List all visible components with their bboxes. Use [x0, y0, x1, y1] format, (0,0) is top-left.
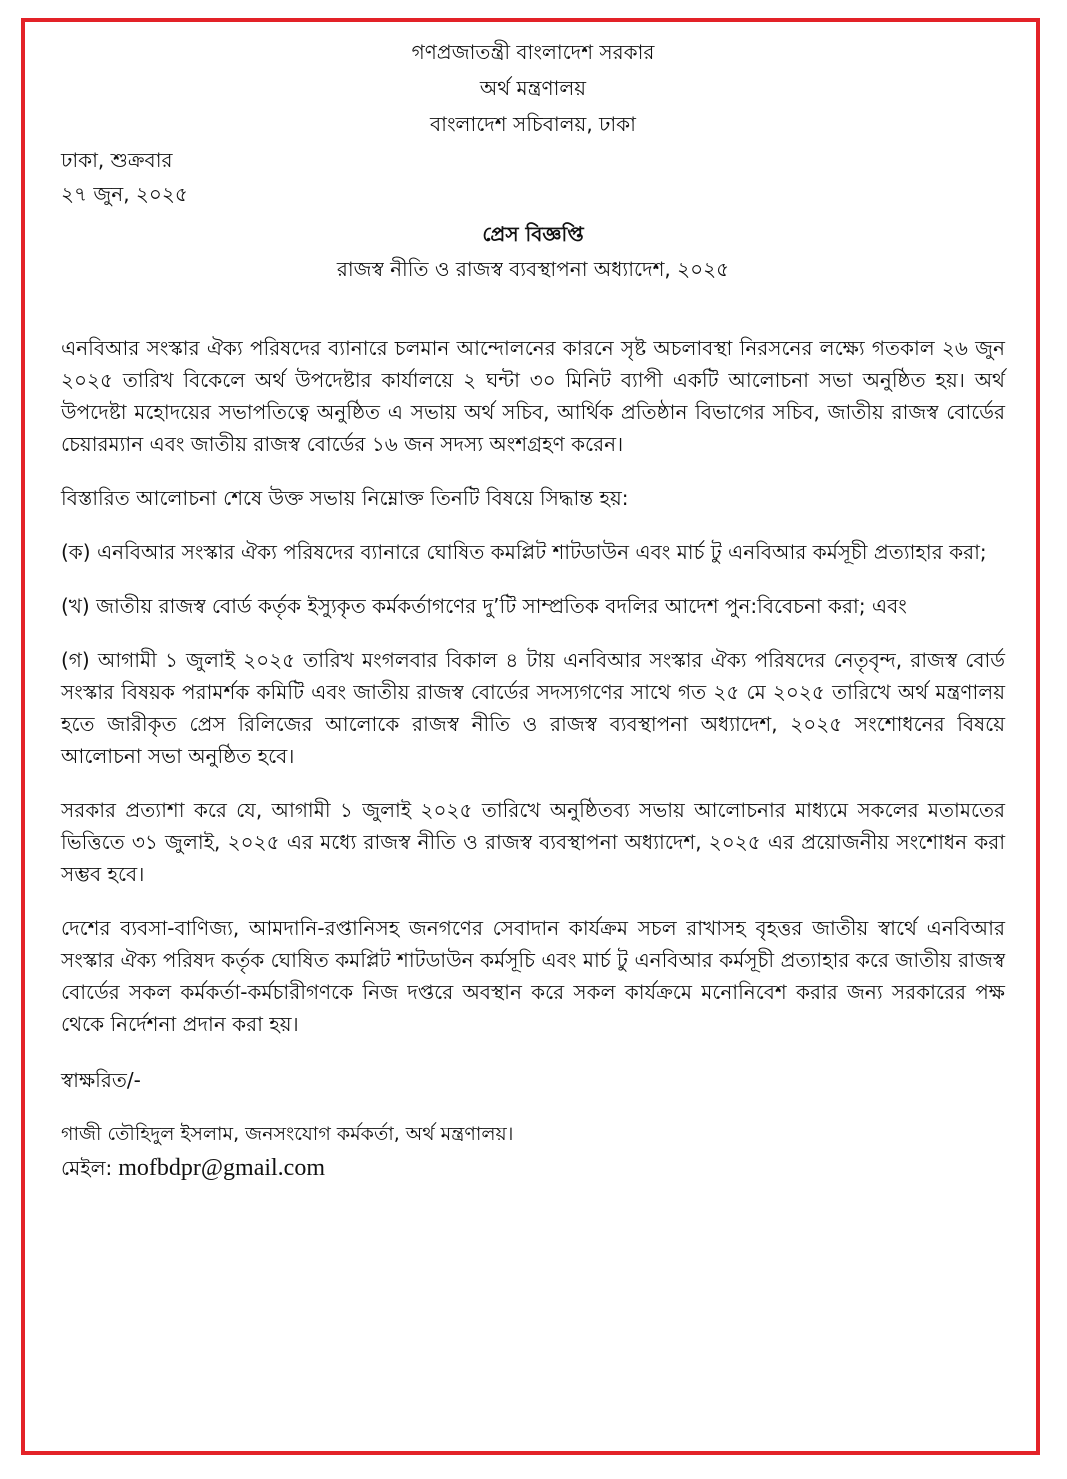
ministry-name: অর্থ মন্ত্রণালয়: [479, 76, 587, 100]
signatory-name: গাজী তৌহিদুল ইসলাম, জনসংযোগ কর্মকর্তা, অর্থ মন্ত্রণালয়।: [61, 1123, 514, 1145]
contact-email: [61, 1152, 1005, 1184]
letterhead: [61, 34, 1005, 142]
office-address: বাংলাদেশ সচিবালয়, ঢাকা: [430, 112, 636, 136]
paragraph-decisions-lead: বিস্তারিত আলোচনা শেষে উক্ত সভায় নিম্নোক্ত তিনটি বিষয়ে সিদ্ধান্ত হয়:: [61, 486, 629, 510]
paragraph-expectation: সরকার প্রত্যাশা করে যে, আগামী ১ জুলাই ২০২৫ তারিখে অনুষ্ঠিতব্য সভায় আলোচনার মাধ্যমে সকলের মতামতের ভিত্তিতে ৩১ জুলাই, ২০২৫ এর মধ্যে রাজস্ব নীতি ও রাজস্ব ব্যবস্থাপনা অধ্যাদেশ, ২০২৫ এর প্রয়োজনীয় সংশোধন করা সম্ভব হবে।: [61, 798, 1005, 886]
government-name: গণপ্রজাতন্ত্রী বাংলাদেশ সরকার: [411, 40, 655, 64]
decision-item-ka: (ক) এনবিআর সংস্কার ঐক্য পরিষদের ব্যানারে ঘোষিত কমপ্লিট শাটডাউন এবং মার্চ টু এনবিআর কর্মসূচী প্রত্যাহার করা;: [61, 540, 987, 564]
dateline-date: ২৭ জুন, ২০২৫: [61, 182, 188, 206]
email-address[interactable]: mofbdpr@gmail.com: [118, 1155, 325, 1181]
email-label: মেইল:: [61, 1156, 113, 1180]
signature-mark: স্বাক্ষরিত/-: [61, 1068, 141, 1092]
press-release-document: [61, 34, 1005, 1184]
paragraph-intro: এনবিআর সংস্কার ঐক্য পরিষদের ব্যানারে চলমান আন্দোলনের কারনে সৃষ্ট অচলাবস্থা নিরসনের লক্ষ্যে গতকাল ২৬ জুন ২০২৫ তারিখ বিকেলে অর্থ উপদেষ্টার কার্যালয়ে ২ ঘন্টা ৩০ মিনিট ব্যাপী একটি আলোচনা সভা অনুষ্ঠিত হয়। অর্থ উপদেষ্টা মহোদয়ের সভাপতিত্বে অনুষ্ঠিত এ সভায় অর্থ সচিব, আর্থিক প্রতিষ্ঠান বিভাগের সচিব, জাতীয় রাজস্ব বোর্ডের চেয়ারম্যান এবং জাতীয় রাজস্ব বোর্ডের ১৬ জন সদস্য অংশগ্রহণ করেন।: [61, 336, 1005, 456]
dateline-place-day: ঢাকা, শুক্রবার: [61, 148, 173, 172]
document-subtitle: রাজস্ব নীতি ও রাজস্ব ব্যবস্থাপনা অধ্যাদেশ, ২০২৫: [336, 257, 730, 281]
paragraph-directive: দেশের ব্যবসা-বাণিজ্য, আমদানি-রপ্তানিসহ জনগণের সেবাদান কার্যক্রম সচল রাখাসহ বৃহত্তর জাতীয় স্বার্থে এনবিআর সংস্কার ঐক্য পরিষদ কর্তৃক ঘোষিত কমপ্লিট শাটডাউন কর্মসূচি এবং মার্চ টু এনবিআর কর্মসূচী প্রত্যাহার করে জাতীয় রাজস্ব বোর্ডের সকল কর্মকর্তা-কর্মচারীগণকে নিজ দপ্তরে অবস্থান করে সকল কার্যক্রমে মনোনিবেশ করার জন্য সরকারের পক্ষ থেকে নির্দেশনা প্রদান করা হয়।: [61, 916, 1005, 1036]
decision-item-kha: (খ) জাতীয় রাজস্ব বোর্ড কর্তৃক ইস্যুকৃত কর্মকর্তাগণের দু’টি সাম্প্রতিক বদলির আদেশ পুন:বিবেচনা করা; এবং: [61, 594, 907, 618]
document-title: প্রেস বিজ্ঞপ্তি: [482, 222, 584, 246]
decision-item-ga: (গ) আগামী ১ জুলাই ২০২৫ তারিখ মংগলবার বিকাল ৪ টায় এনবিআর সংস্কার ঐক্য পরিষদের নেতৃবৃন্দ, রাজস্ব বোর্ড সংস্কার বিষয়ক পরামর্শক কমিটি এবং জাতীয় রাজস্ব বোর্ডের সদস্যগণের সাথে গত ২৫ মে ২০২৫ তারিখে অর্থ মন্ত্রণালয় হতে জারীকৃত প্রেস রিলিজের আলোকে রাজস্ব নীতি ও রাজস্ব ব্যবস্থাপনা অধ্যাদেশ, ২০২৫ সংশোধনের বিষয়ে আলোচনা সভা অনুষ্ঠিত হবে।: [61, 648, 1005, 768]
